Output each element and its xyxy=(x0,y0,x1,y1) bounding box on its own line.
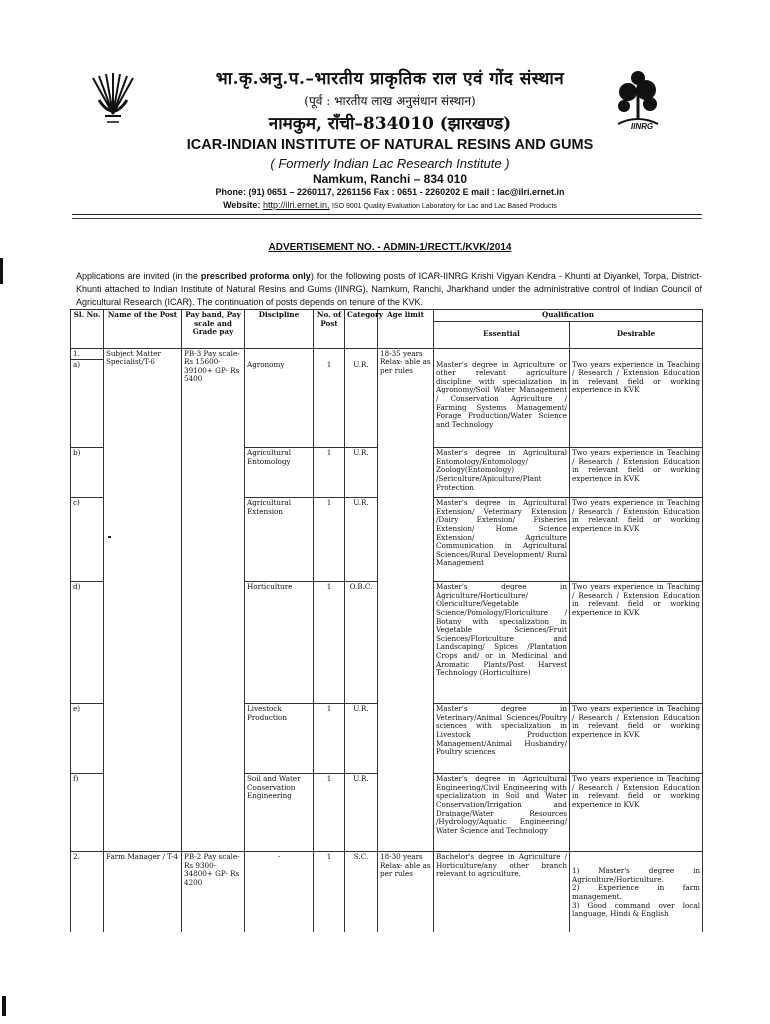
cell-essential: Master's degree in Agriculture or other relevant agriculture discipline with specialization in Agronomy/Soil Water Management / Conservation Agriculture / Farming Systems Management/ Forage Production/Water Science and Technology xyxy=(434,360,570,448)
contact-line: Phone: (91) 0651 – 2260117, 2261156 Fax : 0651 - 2260202 E mail : lac@ilri.ernet.in xyxy=(215,187,565,197)
intro-paragraph xyxy=(76,270,702,309)
website-line xyxy=(100,200,680,210)
cell-essential: Master's degree in Veterinary/Animal Sciences/Poultry sciences with specialization in Livestock Production Management/Animal Husbandry/ Poultry sciences xyxy=(434,704,570,774)
cell-age: 18-35 years Relax- able as per rules xyxy=(378,348,434,852)
cell-no-of-post: 1 xyxy=(314,704,345,774)
cell-sl: 2. xyxy=(71,852,104,932)
cell-discipline: - xyxy=(245,852,314,932)
hindi-institute-name: भा.कृ.अनु.प.–भारतीय प्राकृतिक राल एवं गोंद संस्थान xyxy=(215,69,565,89)
cell-essential: Bachelor's degree in Agriculture / Horticulture/any other branch relevant to agriculture. xyxy=(434,852,570,932)
website-label: Website: xyxy=(223,200,261,210)
cell-sl: c) xyxy=(71,498,104,582)
cell-no-of-post: 1 xyxy=(314,448,345,498)
header-rule-thin xyxy=(72,218,702,219)
cell-essential: Master's degree in Agricultural Engineering/Civil Engineering with specialization in Soil and Water Conservation/Irrigation and Drainage/Water Resources /Hydrology/Aquatic Engineering/ Water Science and Technology xyxy=(434,774,570,852)
cell-discipline: Agricultural Extension xyxy=(245,498,314,582)
intro-text-1: Applications are invited (in the xyxy=(76,271,201,281)
header-desirable: Desirable xyxy=(570,321,703,348)
institute-name: ICAR-INDIAN INSTITUTE OF NATURAL RESINS AND GUMS xyxy=(186,137,594,153)
cell-essential: Master's degree in Agricultural Entomology/Entomology/ Zoology(Entomology) /Sericulture/Apiculture/Plant Protection xyxy=(434,448,570,498)
iinrg-logo xyxy=(608,70,668,134)
header-post: Name of the Post xyxy=(104,310,182,349)
desirable-item-1: 1) Master's degree in Agriculture/Horticulture. xyxy=(572,866,700,884)
desirable-item-3: 3) Good command over local language, Hindi & English xyxy=(572,900,700,919)
header-pay: Pay band, Pay scale and Grade pay xyxy=(182,310,245,349)
cell-discipline: Horticulture xyxy=(245,582,314,704)
header-discipline: Discipline xyxy=(245,310,314,349)
posts-table xyxy=(70,309,703,932)
cell-pay: PB-2 Pay scale- Rs 9300- 34800+ GP- Rs 4200 xyxy=(182,852,245,932)
cell-sl: f) xyxy=(71,774,104,852)
cell-sl: d) xyxy=(71,582,104,704)
advertisement-title: ADVERTISEMENT NO. - ADMIN-1/RECTT./KVK/2014 xyxy=(268,242,512,253)
table-header-row xyxy=(71,310,703,322)
cell-post: Subject Matter Specialist/T-6 xyxy=(104,348,182,852)
cell-discipline: Agronomy xyxy=(245,360,314,448)
cell-category: U.R. xyxy=(345,360,378,448)
cell-essential: Master's degree in Agricultural Extension/ Veterinary Extension /Dairy Extension/ Fisheries Extension/ Home Science Extension/ Agriculture Communication in Agricultural Sciences/Rural Development/ Rural Management xyxy=(434,498,570,582)
address: Namkum, Ranchi – 834 010 xyxy=(312,172,468,186)
cell-sl: 1. xyxy=(71,348,104,360)
cell-category: U.R. xyxy=(345,704,378,774)
cell-category: U.R. xyxy=(345,448,378,498)
cell-discipline: Livestock Production xyxy=(245,704,314,774)
cell-no-of-post: 1 xyxy=(314,774,345,852)
header-age: Age limit xyxy=(378,310,434,349)
header-category: Category xyxy=(345,310,378,349)
scan-margin-mark xyxy=(2,996,6,1016)
icar-logo xyxy=(85,70,141,136)
cell-desirable: Two years experience in Teaching / Research / Extension Education in relevant field or working experience in KVK xyxy=(570,582,703,704)
cell-age: 18-30 years Relax- able as per rules xyxy=(378,852,434,932)
header-qualification: Qualification xyxy=(434,310,703,322)
intro-text-2: ) for the following posts of ICAR-IINRG Krishi Vigyan Kendra - Khunti at Diyankel, Torpa, District-Khunti attached to Indian Institute of Natural Resins and Gums (IINRG), Namkum, Ranchi, Jharkhand under the administrative control of Indian Council of Agricultural Research (ICAR). The continuation of posts depends on tenure of the KVK. xyxy=(76,271,702,307)
formerly-name: ( Formerly Indian Lac Research Institute ) xyxy=(270,156,510,171)
cell-category: O.B.C. xyxy=(345,582,378,704)
hindi-formerly: (पूर्व : भारतीय लाख अनुसंधान संस्थान) xyxy=(304,94,476,108)
cell-category: U.R. xyxy=(345,774,378,852)
header-no-of-post: No. of Post xyxy=(314,310,345,349)
cell-desirable: Two years experience in Teaching / Research / Extension Education in relevant field or working experience in KVK xyxy=(570,498,703,582)
cell-discipline: Agricultural Entomology xyxy=(245,448,314,498)
cell-sl: b) xyxy=(71,448,104,498)
hindi-address: नामकुम, राँची–834010 (झारखण्ड) xyxy=(268,114,512,134)
scan-dot xyxy=(108,536,111,538)
cell-discipline: Soil and Water Conservation Engineering xyxy=(245,774,314,852)
scan-margin-mark xyxy=(0,258,3,284)
cell-desirable xyxy=(570,852,703,932)
table-row xyxy=(71,348,703,360)
header-essential: Essential xyxy=(434,321,570,348)
table-row xyxy=(71,852,703,932)
cell-no-of-post: 1 xyxy=(314,852,345,932)
cell-desirable: Two years experience in Teaching / Research / Extension Education in relevant field or working experience in KVK xyxy=(570,360,703,448)
cell-desirable: Two years experience in Teaching / Research / Extension Education in relevant field or working experience in KVK xyxy=(570,704,703,774)
intro-bold: prescribed proforma only xyxy=(200,271,311,281)
cell-desirable: Two years experience in Teaching / Research / Extension Education in relevant field or working experience in KVK xyxy=(570,448,703,498)
cell-sl: a) xyxy=(71,360,104,448)
cell-no-of-post: 1 xyxy=(314,582,345,704)
header-rule xyxy=(72,214,702,215)
cell-desirable: Two years experience in Teaching / Research / Extension Education in relevant field or working experience in KVK xyxy=(570,774,703,852)
cell-sl: e) xyxy=(71,704,104,774)
cell-no-of-post: 1 xyxy=(314,498,345,582)
cell-no-of-post: 1 xyxy=(314,360,345,448)
cell-essential: Master's degree in Agriculture/Horticulture/ Olericulture/Vegetable Science/Pomology/Floriculture / Botany with specialization in Vegetable Sciences/Fruit Sciences/Floriculture and Landscaping/ Spices /Plantation Crops and/ or in Medicinal and Aromatic Plants/Post Harvest Technology (Horticulture) xyxy=(434,582,570,704)
website-link[interactable]: http://ilri.ernet.in, xyxy=(262,200,330,210)
desirable-item-2: 2) Experience in farm management. xyxy=(572,883,700,901)
header-sl: Sl. No. xyxy=(71,310,104,349)
cell-category: U.R. xyxy=(345,498,378,582)
cell-pay: PB-3 Pay scale- Rs 15600- 39100+ GP- Rs 5400 xyxy=(182,348,245,852)
iso-text: ISO 9001 Quality Evaluation Laboratory for Lac and Lac Based Products xyxy=(331,203,557,210)
cell-category: S.C. xyxy=(345,852,378,932)
cell-post: Farm Manager / T-4 xyxy=(104,852,182,932)
iinrg-logo-text: IINRG xyxy=(630,122,654,131)
